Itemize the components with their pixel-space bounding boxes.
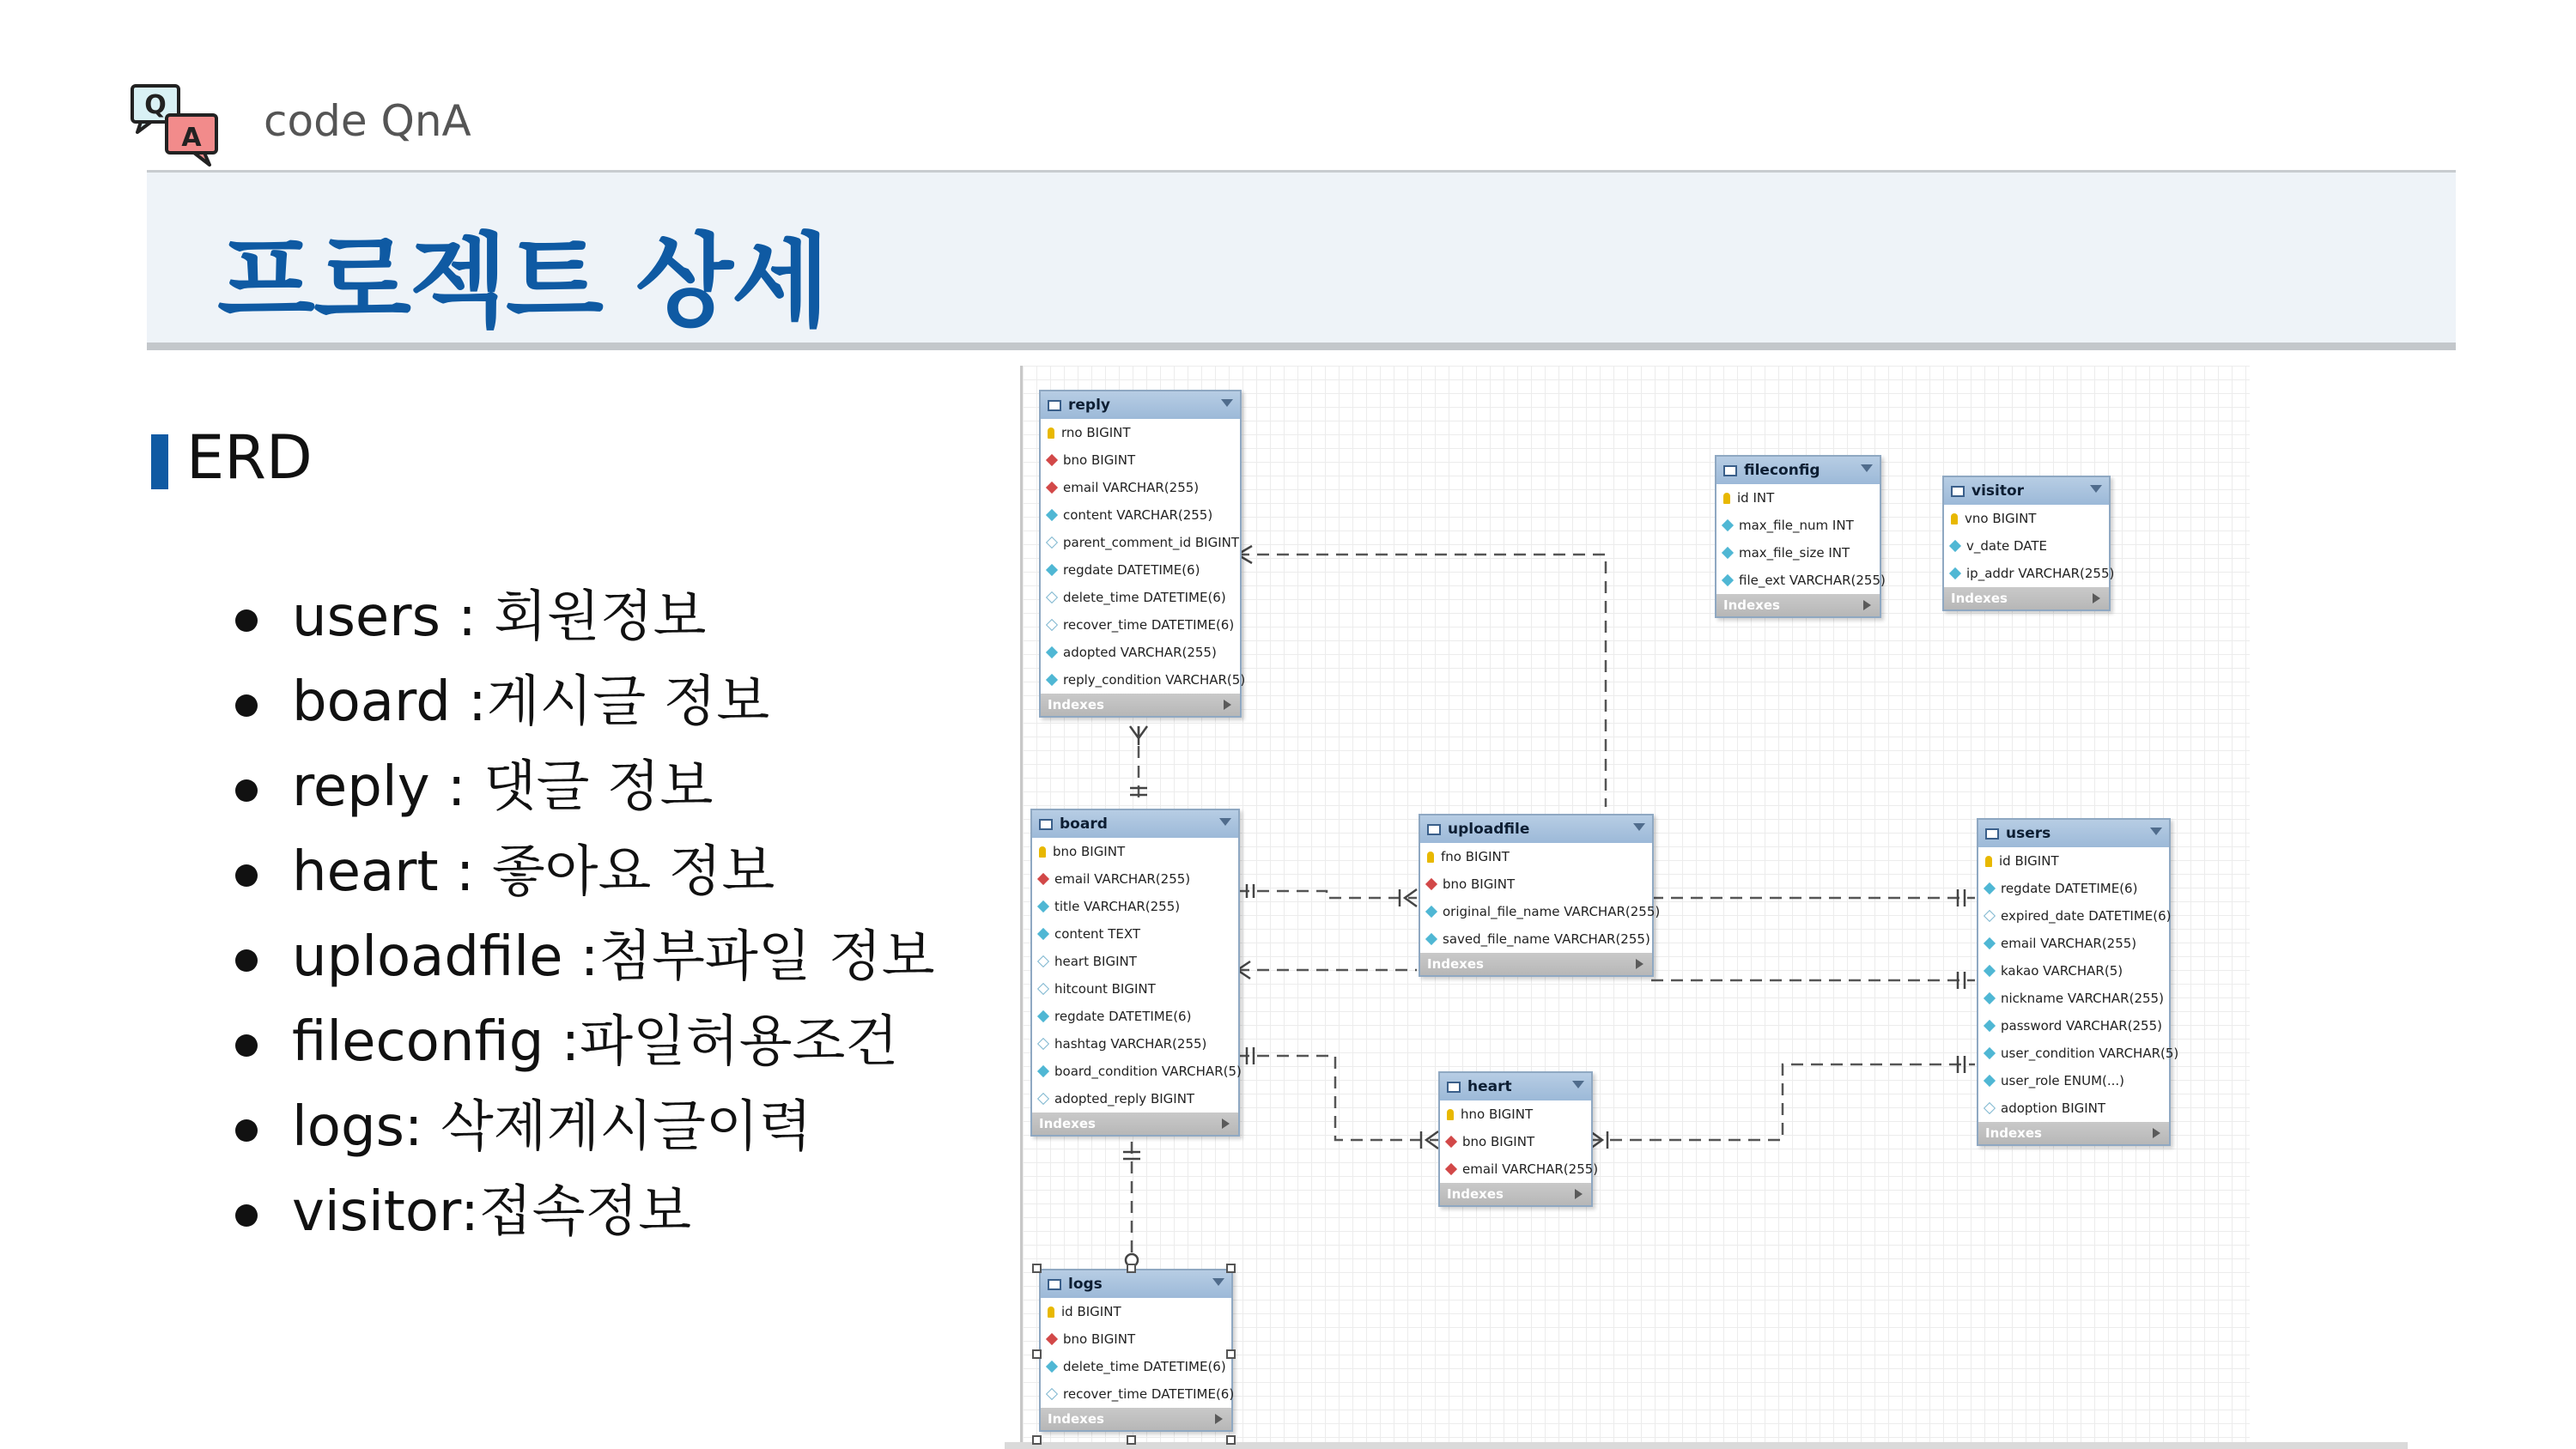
indexes-section[interactable]: Indexes xyxy=(1716,594,1880,616)
column-row: nickname VARCHAR(255) xyxy=(1978,985,2169,1012)
column-row: regdate DATETIME(6) xyxy=(1041,556,1240,584)
column-row: max_file_num INT xyxy=(1716,512,1880,539)
qna-icon-q: Q xyxy=(144,90,167,120)
column-row: user_role ENUM(...) xyxy=(1978,1067,2169,1094)
list-item: logs: 삭제게시글이력 xyxy=(232,1085,935,1170)
qna-icon-a: A xyxy=(181,123,202,153)
table-board[interactable] xyxy=(1030,809,1240,1137)
primary-key-icon xyxy=(1723,493,1730,504)
expand-icon xyxy=(1863,600,1871,610)
chevron-down-icon[interactable] xyxy=(1219,818,1231,826)
expand-icon xyxy=(1222,1119,1230,1129)
table-name: reply xyxy=(1068,397,1110,414)
table-heart[interactable] xyxy=(1438,1071,1599,1207)
column-row: bno BIGINT xyxy=(1440,1128,1591,1155)
selection-handle[interactable] xyxy=(1032,1349,1042,1359)
indexes-section[interactable]: Indexes xyxy=(1041,694,1240,716)
column-row: adopted VARCHAR(255) xyxy=(1041,639,1240,666)
foreign-key-icon xyxy=(1046,454,1058,466)
table-uploadfile[interactable] xyxy=(1419,814,1661,977)
selection-handle[interactable] xyxy=(1127,1264,1136,1273)
table-icon xyxy=(1447,1082,1461,1093)
table-icon xyxy=(1039,819,1053,830)
not-null-column-icon xyxy=(1722,547,1734,559)
not-null-column-icon xyxy=(1037,1010,1049,1022)
indexes-section[interactable]: Indexes xyxy=(1944,587,2109,609)
expand-icon xyxy=(1636,959,1643,969)
title-band xyxy=(147,170,2456,350)
column-row: ip_addr VARCHAR(255) xyxy=(1944,560,2109,587)
column-row: reply_condition VARCHAR(5) xyxy=(1041,666,1240,694)
column-row: recover_time DATETIME(6) xyxy=(1041,611,1240,639)
table-visitor[interactable] xyxy=(1942,476,2115,611)
chevron-down-icon[interactable] xyxy=(1221,399,1233,407)
table-name: fileconfig xyxy=(1744,462,1820,479)
not-null-column-icon xyxy=(1425,933,1437,945)
chevron-down-icon[interactable] xyxy=(1633,823,1645,831)
not-null-column-icon xyxy=(1722,574,1734,586)
nullable-column-icon xyxy=(1984,1102,1996,1114)
column-row: file_ext VARCHAR(255) xyxy=(1716,567,1880,594)
not-null-column-icon xyxy=(1949,540,1961,552)
selection-handle[interactable] xyxy=(1226,1264,1236,1273)
selection-handle[interactable] xyxy=(1226,1349,1236,1359)
column-row: id BIGINT xyxy=(1041,1298,1231,1325)
selection-handle[interactable] xyxy=(1032,1264,1042,1273)
column-row: adopted_reply BIGINT xyxy=(1032,1085,1238,1113)
nullable-column-icon xyxy=(1046,1388,1058,1400)
not-null-column-icon xyxy=(1984,1047,1996,1059)
table-header[interactable] xyxy=(1440,1073,1591,1100)
column-row: id BIGINT xyxy=(1978,847,2169,875)
list-item: heart : 좋아요 정보 xyxy=(232,830,935,915)
column-row: user_condition VARCHAR(5) xyxy=(1978,1040,2169,1067)
chevron-down-icon[interactable] xyxy=(2090,485,2102,493)
not-null-column-icon xyxy=(1984,992,1996,1004)
nullable-column-icon xyxy=(1046,619,1058,631)
column-row: expired_date DATETIME(6) xyxy=(1978,902,2169,930)
column-row: delete_time DATETIME(6) xyxy=(1041,584,1240,611)
not-null-column-icon xyxy=(1984,1020,1996,1032)
table-name: heart xyxy=(1467,1078,1512,1095)
table-fileconfig[interactable] xyxy=(1715,455,1886,618)
primary-key-icon xyxy=(1048,1307,1054,1318)
column-row: password VARCHAR(255) xyxy=(1978,1012,2169,1040)
chevron-down-icon[interactable] xyxy=(1861,464,1873,472)
table-header[interactable] xyxy=(1944,477,2109,505)
nullable-column-icon xyxy=(1037,1093,1049,1105)
column-row: email VARCHAR(255) xyxy=(1978,930,2169,957)
expand-icon xyxy=(2093,593,2100,603)
primary-key-icon xyxy=(1427,852,1434,863)
nullable-column-icon xyxy=(1037,1038,1049,1050)
selection-handle[interactable] xyxy=(1127,1435,1136,1445)
column-row: hno BIGINT xyxy=(1440,1100,1591,1128)
list-item: fileconfig :파일허용조건 xyxy=(232,1000,935,1085)
column-row: regdate DATETIME(6) xyxy=(1032,1003,1238,1030)
column-row: max_file_size INT xyxy=(1716,539,1880,567)
not-null-column-icon xyxy=(1037,900,1049,912)
nullable-column-icon xyxy=(1037,955,1049,967)
column-row: saved_file_name VARCHAR(255) xyxy=(1420,925,1652,953)
not-null-column-icon xyxy=(1046,646,1058,658)
column-row: id INT xyxy=(1716,484,1880,512)
list-item: visitor:접속정보 xyxy=(232,1170,935,1255)
column-row: email VARCHAR(255) xyxy=(1041,474,1240,501)
list-item: reply : 댓글 정보 xyxy=(232,745,935,830)
table-icon xyxy=(1427,824,1441,835)
not-null-column-icon xyxy=(1046,509,1058,521)
nullable-column-icon xyxy=(1046,537,1058,549)
table-icon xyxy=(1723,465,1737,476)
foreign-key-icon xyxy=(1046,1333,1058,1345)
not-null-column-icon xyxy=(1425,906,1437,918)
indexes-section[interactable]: Indexes xyxy=(1978,1122,2169,1144)
list-item: uploadfile :첨부파일 정보 xyxy=(232,915,935,1000)
page-title: 프로젝트 상세 xyxy=(217,222,829,341)
table-name: logs xyxy=(1068,1276,1103,1293)
table-header[interactable] xyxy=(1420,815,1652,843)
column-row: bno BIGINT xyxy=(1041,1325,1231,1353)
indexes-section[interactable]: Indexes xyxy=(1032,1113,1238,1135)
indexes-section[interactable]: Indexes xyxy=(1440,1183,1591,1205)
table-icon xyxy=(1048,400,1061,411)
table-name: users xyxy=(2006,825,2051,842)
column-row: vno BIGINT xyxy=(1944,505,2109,532)
not-null-column-icon xyxy=(1037,1065,1049,1077)
not-null-column-icon xyxy=(1984,1075,1996,1087)
erd-canvas-bottom-edge xyxy=(1005,1442,2408,1449)
column-row: adoption BIGINT xyxy=(1978,1094,2169,1122)
nullable-column-icon xyxy=(1984,910,1996,922)
selection-handle[interactable] xyxy=(1226,1435,1236,1445)
foreign-key-icon xyxy=(1425,878,1437,890)
column-row: delete_time DATETIME(6) xyxy=(1041,1353,1231,1380)
indexes-section[interactable]: Indexes xyxy=(1420,953,1652,975)
column-row: title VARCHAR(255) xyxy=(1032,893,1238,920)
table-reply[interactable] xyxy=(1039,390,1246,718)
nullable-column-icon xyxy=(1037,983,1049,995)
column-row: parent_comment_id BIGINT xyxy=(1041,529,1240,556)
table-header[interactable] xyxy=(1041,391,1240,419)
column-row: bno BIGINT xyxy=(1032,838,1238,865)
not-null-column-icon xyxy=(1046,674,1058,686)
table-description-list xyxy=(232,575,935,1255)
primary-key-icon xyxy=(1447,1109,1454,1120)
column-row: rno BIGINT xyxy=(1041,419,1240,446)
expand-icon xyxy=(2153,1128,2160,1138)
not-null-column-icon xyxy=(1949,567,1961,579)
list-item: board :게시글 정보 xyxy=(232,660,935,745)
expand-icon xyxy=(1215,1414,1223,1424)
column-row: hitcount BIGINT xyxy=(1032,975,1238,1003)
column-row: email VARCHAR(255) xyxy=(1440,1155,1591,1183)
column-row: kakao VARCHAR(5) xyxy=(1978,957,2169,985)
not-null-column-icon xyxy=(1984,937,1996,949)
table-icon xyxy=(1951,486,1965,497)
primary-key-icon xyxy=(1951,513,1958,524)
chevron-down-icon[interactable] xyxy=(1572,1081,1584,1088)
selection-handle[interactable] xyxy=(1032,1435,1042,1445)
chevron-down-icon[interactable] xyxy=(2150,828,2162,835)
foreign-key-icon xyxy=(1445,1163,1457,1175)
not-null-column-icon xyxy=(1037,928,1049,940)
chevron-down-icon[interactable] xyxy=(1212,1278,1224,1286)
table-header[interactable] xyxy=(1041,1270,1231,1298)
column-row: bno BIGINT xyxy=(1041,446,1240,474)
table-users[interactable] xyxy=(1977,818,2179,1146)
column-row: recover_time DATETIME(6) xyxy=(1041,1380,1231,1408)
table-header[interactable] xyxy=(1716,457,1880,484)
table-header[interactable] xyxy=(1032,810,1238,838)
expand-icon xyxy=(1575,1189,1583,1199)
foreign-key-icon xyxy=(1445,1136,1457,1148)
table-name: board xyxy=(1060,815,1108,833)
table-name: visitor xyxy=(1971,482,2025,500)
nullable-column-icon xyxy=(1046,591,1058,603)
table-header[interactable] xyxy=(1978,820,2169,847)
qna-icon xyxy=(129,82,223,168)
not-null-column-icon xyxy=(1046,564,1058,576)
table-icon xyxy=(1985,828,1999,840)
column-row: content TEXT xyxy=(1032,920,1238,948)
column-row: board_condition VARCHAR(5) xyxy=(1032,1058,1238,1085)
column-row: hashtag VARCHAR(255) xyxy=(1032,1030,1238,1058)
column-row: fno BIGINT xyxy=(1420,843,1652,870)
primary-key-icon xyxy=(1039,846,1046,858)
column-row: v_date DATE xyxy=(1944,532,2109,560)
not-null-column-icon xyxy=(1046,1361,1058,1373)
foreign-key-icon xyxy=(1046,482,1058,494)
not-null-column-icon xyxy=(1984,965,1996,977)
column-row: original_file_name VARCHAR(255) xyxy=(1420,898,1652,925)
not-null-column-icon xyxy=(1984,882,1996,894)
column-row: bno BIGINT xyxy=(1420,870,1652,898)
primary-key-icon xyxy=(1985,856,1992,867)
section-marker xyxy=(151,434,168,489)
indexes-section[interactable]: Indexes xyxy=(1041,1408,1231,1430)
column-row: heart BIGINT xyxy=(1032,948,1238,975)
column-row: content VARCHAR(255) xyxy=(1041,501,1240,529)
column-row: email VARCHAR(255) xyxy=(1032,865,1238,893)
list-item: users : 회원정보 xyxy=(232,575,935,660)
brand-name: code QnA xyxy=(264,96,471,146)
expand-icon xyxy=(1224,700,1231,710)
table-logs[interactable] xyxy=(1039,1269,1233,1432)
table-icon xyxy=(1048,1279,1061,1290)
column-row: regdate DATETIME(6) xyxy=(1978,875,2169,902)
primary-key-icon xyxy=(1048,427,1054,439)
table-name: uploadfile xyxy=(1448,821,1530,838)
section-title: ERD xyxy=(186,422,313,493)
not-null-column-icon xyxy=(1722,519,1734,531)
foreign-key-icon xyxy=(1037,873,1049,885)
